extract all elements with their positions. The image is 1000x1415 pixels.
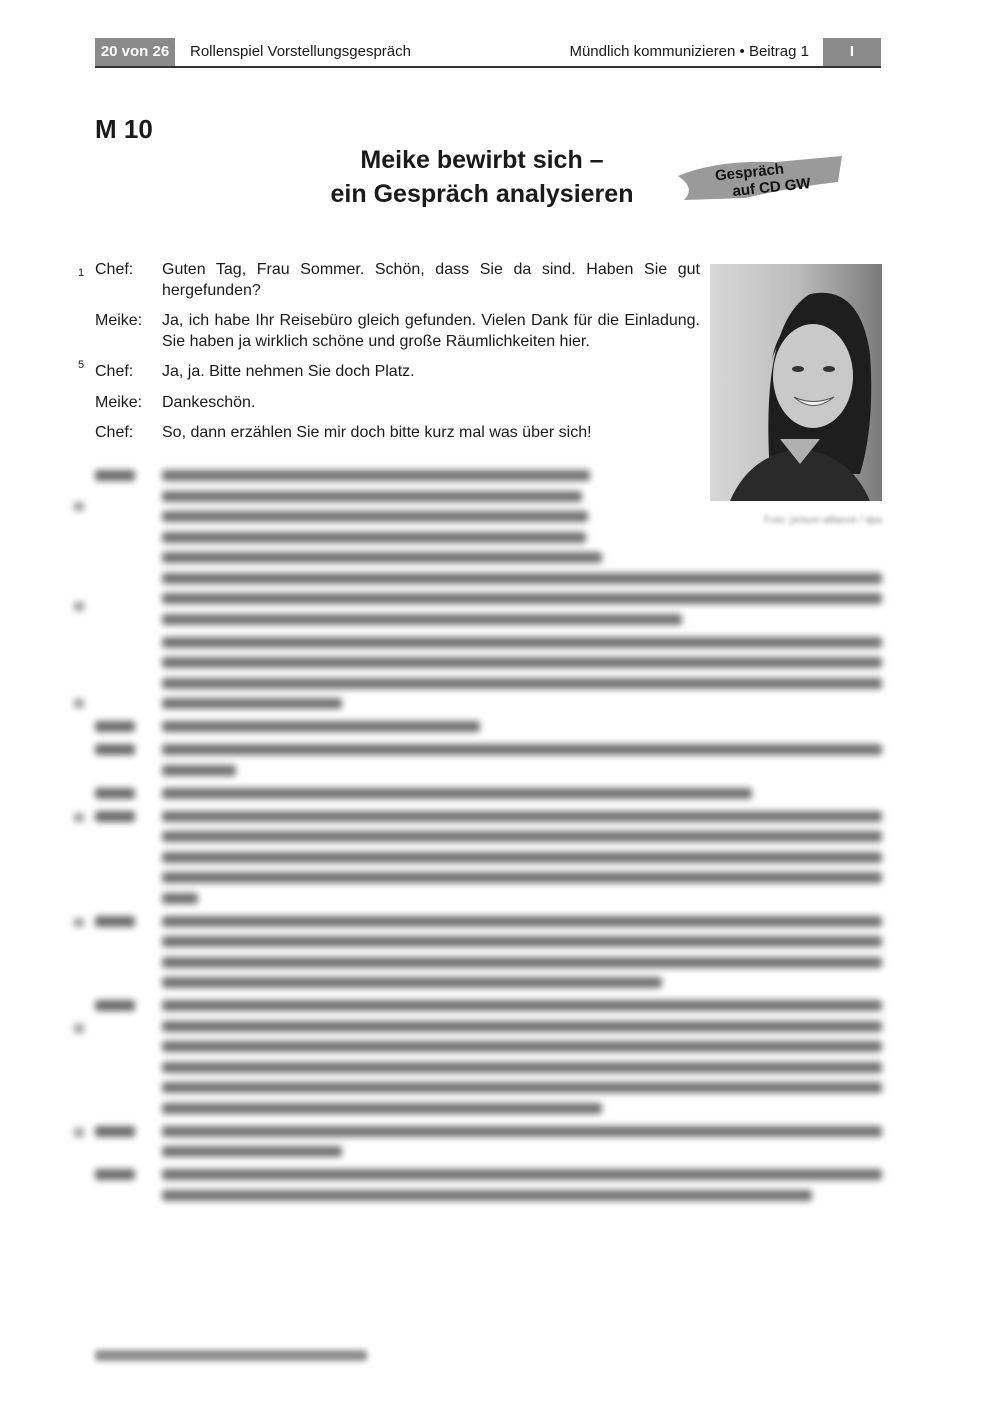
dialogue-row	[60, 423, 700, 444]
dialogue	[60, 260, 700, 454]
dialogue-text: Ja, ja. Bitte nehmen Sie doch Platz.	[162, 363, 415, 380]
section-label: Mündlich kommunizieren • Beitrag 1	[569, 43, 809, 60]
page-indicator: 20 von 26	[95, 38, 175, 66]
dialogue-text: Ja, ich habe Ihr Reisebüro gleich gefunden. Vielen Dank für die Einladung. Sie haben ja wirklich schöne und große Räumlichkeiten hier.	[162, 312, 700, 350]
page-title	[300, 143, 664, 211]
dialogue-row	[60, 393, 700, 414]
speaker: Chef:	[95, 261, 134, 278]
material-label: M 10	[95, 114, 153, 144]
line-number: 1	[78, 267, 85, 279]
dialogue-row	[60, 260, 700, 301]
line-number: 5	[78, 359, 85, 371]
speaker: Chef:	[95, 363, 134, 380]
dialogue-text: Guten Tag, Frau Sommer. Schön, dass Sie da sind. Haben Sie gut hergefunden?	[162, 261, 700, 299]
dialogue-text: Dankeschön.	[162, 393, 256, 411]
speaker: Chef:	[95, 424, 134, 441]
blurred-dialogue	[60, 470, 882, 1213]
title-line-1: Meike bewirbt sich –	[360, 146, 604, 174]
cd-badge	[676, 154, 846, 200]
badge-line-1: Gespräch	[714, 160, 785, 185]
dialogue-text: So, dann erzählen Sie mir doch bitte kurz mal was über sich!	[162, 424, 592, 441]
dialogue-row	[60, 311, 700, 371]
speaker: Meike:	[95, 312, 143, 329]
portrait-photo	[710, 264, 882, 501]
footer-credit	[95, 1350, 367, 1361]
level-badge: I	[823, 38, 881, 66]
photo-caption: Foto: picture-alliance / dpa	[764, 515, 882, 526]
badge-line-2: auf CD GW	[731, 174, 812, 200]
page-header	[95, 38, 881, 68]
title-line-2: ein Gespräch analysieren	[330, 180, 634, 208]
speaker: Meike:	[95, 393, 143, 411]
dialogue-row	[60, 362, 700, 383]
document-title: Rollenspiel Vorstellungsgespräch	[190, 43, 411, 60]
